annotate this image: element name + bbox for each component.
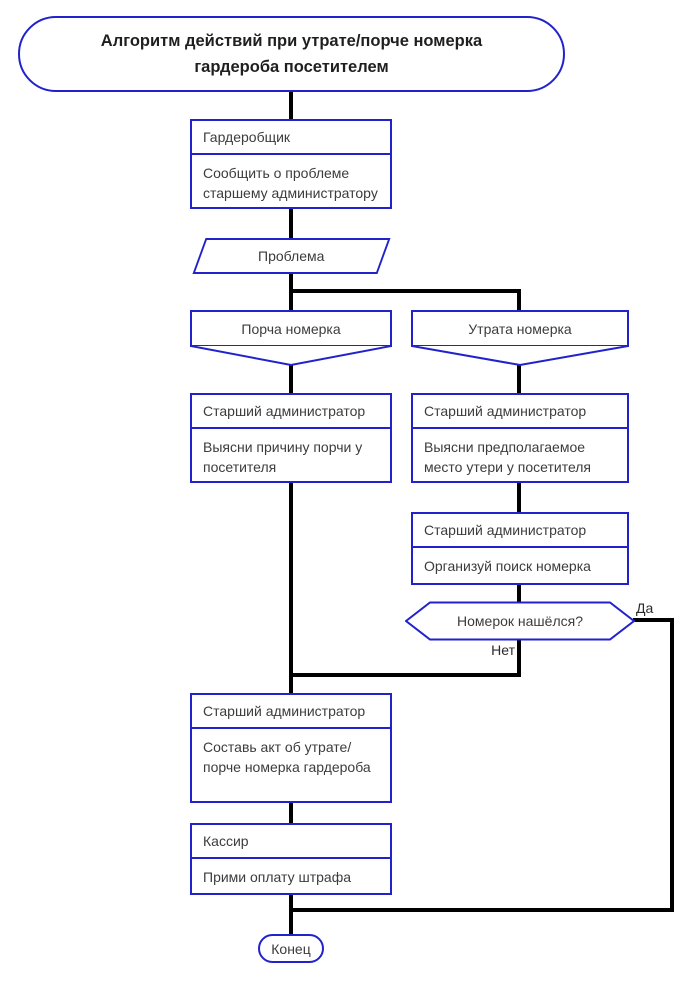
process-role: Старший администратор: [413, 514, 627, 548]
connector-no-horizontal: [289, 673, 521, 677]
connector-split-horizontal: [289, 289, 521, 293]
start-terminator: [18, 16, 565, 92]
diagram-title: Алгоритм действий при утрате/порче номерка гардероба посетителем: [100, 32, 483, 76]
connector-bottom-merge: [289, 908, 674, 912]
connector-cashier-to-end: [289, 892, 293, 936]
connector-yes-vertical: [670, 618, 674, 912]
branch-damage-vee-shape: [190, 346, 392, 367]
connector-decision-no-vertical: [517, 638, 521, 677]
edge-label-no: Нет: [491, 642, 515, 658]
process-action: Выясни предполагаемое место утери у посетителя: [424, 439, 592, 475]
process-action: Сообщить о проблеме старшему администратору: [203, 165, 378, 201]
connector-yes-horizontal: [633, 618, 674, 622]
end-label: Конец: [271, 940, 311, 957]
io-problem: [192, 238, 390, 274]
connector-damage-to-act: [289, 482, 293, 694]
process-organize-search: [411, 512, 629, 585]
process-action: Организуй поиск номерка: [424, 558, 591, 574]
connector-clarifyloss-to-search: [517, 482, 521, 513]
connector-start-to-report: [289, 91, 293, 120]
process-clarify-damage-cause: [190, 393, 392, 483]
connector-report-to-problem: [289, 207, 293, 239]
process-role: Старший администратор: [192, 695, 390, 729]
process-role: Кассир: [192, 825, 390, 859]
connector-act-to-cashier: [289, 802, 293, 824]
process-action: Выясни причину порчи у посетителя: [203, 439, 363, 475]
process-take-fine-payment: [190, 823, 392, 895]
process-clarify-loss-place: [411, 393, 629, 483]
edge-label-yes: Да: [636, 600, 654, 616]
end-terminator: [258, 934, 324, 963]
io-problem-label: Проблема: [258, 248, 325, 264]
process-draw-up-act: [190, 693, 392, 803]
branch-damage-label: Порча номерка: [190, 310, 392, 347]
process-action: Составь акт об утрате/порче номерка гардероба: [203, 739, 371, 775]
branch-loss-label: Утрата номерка: [411, 310, 629, 347]
process-role: Гардеробщик: [192, 121, 390, 155]
branch-damage: [190, 310, 392, 367]
process-action: Прими оплату штрафа: [203, 869, 351, 885]
branch-loss: [411, 310, 629, 367]
process-role: Старший администратор: [192, 395, 390, 429]
process-report-problem: [190, 119, 392, 209]
process-role: Старший администратор: [413, 395, 627, 429]
branch-loss-vee-shape: [411, 346, 629, 367]
decision-question: Номерок нашёлся?: [457, 613, 583, 629]
decision-tag-found: [405, 601, 635, 641]
